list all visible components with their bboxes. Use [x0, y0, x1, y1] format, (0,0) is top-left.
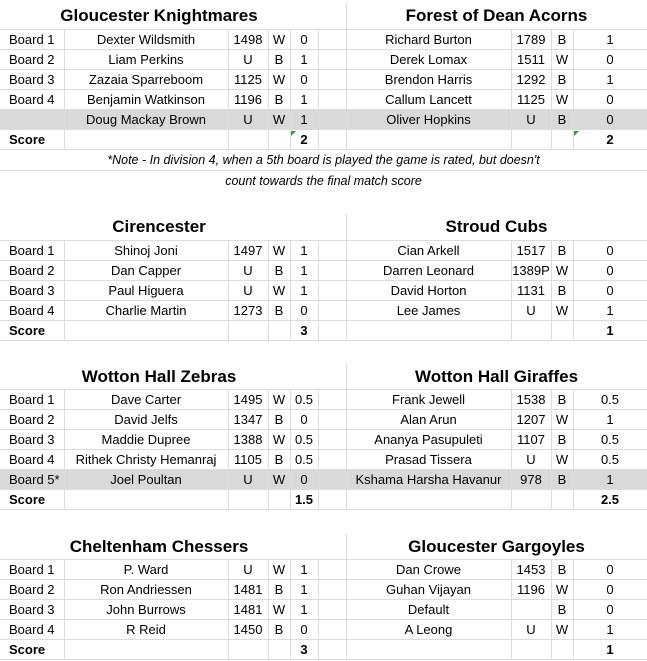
away-colour: B [557, 472, 567, 487]
home-player: Doug Mackay Brown [86, 112, 206, 127]
home-player: Rithek Christy Hemanraj [75, 452, 217, 467]
note-text-line1: *Note - In division 4, when a 5th board is played the game is rated, but doesn't [107, 153, 540, 167]
score-row [0, 130, 647, 150]
home-colour: W [272, 472, 286, 487]
home-player: David Jelfs [114, 412, 178, 427]
grid-line [511, 130, 512, 149]
away-rating: 1196 [517, 582, 545, 597]
grid-line [551, 490, 552, 509]
grid-line [346, 321, 347, 340]
board-label: Board 2 [9, 412, 55, 427]
home-colour: B [274, 452, 284, 467]
away-total: 2 [606, 132, 614, 147]
away-rating: 1517 [516, 243, 546, 258]
board-row [0, 30, 647, 50]
away-score: 0.5 [600, 452, 620, 467]
home-score: 0.5 [294, 452, 314, 467]
home-score: 1 [300, 283, 308, 298]
away-colour: B [557, 72, 567, 87]
home-score: 0 [300, 412, 308, 427]
away-score: 1 [606, 472, 614, 487]
away-total: 1 [606, 642, 614, 657]
home-player: Shinoj Joni [114, 243, 178, 258]
board-row [0, 261, 647, 281]
grid-line [318, 560, 319, 579]
grid-line [318, 620, 319, 639]
grid-line [318, 50, 319, 69]
score-label: Score [9, 323, 46, 338]
grid-line [318, 130, 319, 149]
away-score: 0 [606, 602, 614, 617]
board-label: Board 3 [9, 72, 55, 87]
away-score: 0 [606, 283, 614, 298]
comment-marker-icon [574, 131, 579, 136]
board-row [0, 281, 647, 301]
grid-line [228, 640, 229, 659]
away-colour: B [557, 562, 567, 577]
grid-line [318, 580, 319, 599]
home-colour: B [274, 622, 284, 637]
home-score: 0 [300, 32, 308, 47]
home-rating: 1273 [233, 303, 263, 318]
home-total: 3 [300, 642, 308, 657]
note-divider [0, 170, 647, 171]
away-rating: U [526, 452, 536, 467]
away-score: 1 [606, 72, 614, 87]
grid-line [64, 130, 65, 149]
away-team-name: Wotton Hall Giraffes [414, 367, 579, 386]
board-label: Board 4 [9, 92, 55, 107]
board-label: Board 2 [9, 263, 55, 278]
home-player: Ron Andriessen [100, 582, 192, 597]
grid-line [318, 241, 319, 260]
home-player: Dave Carter [110, 392, 182, 407]
away-colour: W [555, 52, 569, 67]
home-colour: W [272, 112, 286, 127]
home-score: 0.5 [294, 392, 314, 407]
away-total: 2.5 [600, 492, 620, 507]
away-player: Richard Burton [385, 32, 472, 47]
home-rating: 1388 [233, 432, 263, 447]
away-colour: B [557, 602, 567, 617]
home-colour: W [272, 602, 286, 617]
grid-line [551, 640, 552, 659]
grid-line [318, 30, 319, 49]
home-rating: 1495 [233, 392, 263, 407]
home-team-name: Cirencester [112, 217, 206, 236]
away-colour: W [555, 452, 569, 467]
home-score: 1 [300, 243, 308, 258]
away-rating [511, 600, 551, 620]
grid-line [318, 490, 319, 509]
home-score: 1 [300, 52, 308, 67]
away-rating: 1207 [516, 412, 546, 427]
away-colour: W [555, 303, 569, 318]
home-rating: U [243, 112, 253, 127]
away-colour: W [555, 263, 569, 278]
board-row [0, 560, 647, 580]
score-row [0, 490, 647, 510]
grid-line [318, 281, 319, 300]
away-colour: W [555, 412, 569, 427]
away-team-name: Gloucester Gargoyles [408, 537, 585, 556]
away-player: A Leong [404, 622, 453, 637]
grid-line [318, 301, 319, 320]
home-total: 1.5 [294, 492, 314, 507]
away-colour: B [557, 243, 567, 258]
home-score: 1 [300, 602, 308, 617]
away-score: 1 [606, 412, 614, 427]
home-score: 1 [300, 263, 308, 278]
away-score: 0 [606, 52, 614, 67]
grid-line [511, 640, 512, 659]
grid-line [64, 490, 65, 509]
board-row [0, 110, 647, 130]
home-colour: W [272, 243, 286, 258]
board-label: Board 4 [9, 452, 55, 467]
home-score: 0 [300, 303, 308, 318]
score-row [0, 321, 647, 341]
away-colour: B [557, 392, 567, 407]
home-total: 3 [300, 323, 308, 338]
home-rating: 1347 [233, 412, 263, 427]
home-colour: B [274, 582, 284, 597]
away-colour: B [557, 432, 567, 447]
board-row [0, 301, 647, 321]
home-colour: B [274, 303, 284, 318]
home-rating: 1497 [233, 243, 263, 258]
home-rating: U [243, 283, 253, 298]
home-rating: 1481 [233, 602, 263, 617]
board-row [0, 50, 647, 70]
away-team-name: Forest of Dean Acorns [405, 6, 588, 25]
home-colour: W [272, 562, 286, 577]
home-player: Charlie Martin [105, 303, 187, 318]
away-rating: 1511 [517, 52, 545, 67]
home-colour: W [272, 72, 286, 87]
home-colour: B [274, 412, 284, 427]
board-label: Board 1 [9, 392, 55, 407]
grid-line [268, 490, 269, 509]
home-total: 2 [300, 132, 308, 147]
away-player: Frank Jewell [392, 392, 465, 407]
grid-line [318, 410, 319, 429]
away-colour: B [557, 283, 567, 298]
home-player: Dan Capper [110, 263, 182, 278]
home-colour: W [272, 283, 286, 298]
grid-line [318, 70, 319, 89]
home-score: 1 [300, 92, 308, 107]
away-colour: W [555, 92, 569, 107]
grid-line [551, 130, 552, 149]
grid-line [346, 640, 347, 659]
board-label: Board 2 [9, 52, 55, 67]
board-label: Board 4 [9, 622, 55, 637]
board-label: Board 3 [9, 602, 55, 617]
home-rating: U [243, 52, 253, 67]
board-row [0, 241, 647, 261]
board-label: Board 2 [9, 582, 55, 597]
board-row [0, 580, 647, 600]
away-player: Ananya Pasupuleti [374, 432, 483, 447]
away-player: Guhan Vijayan [385, 582, 472, 597]
home-player: Joel Poultan [110, 472, 182, 487]
grid-line [318, 600, 319, 619]
grid-line [268, 130, 269, 149]
grid-line [64, 321, 65, 340]
grid-line [268, 321, 269, 340]
board-label: Board 1 [9, 32, 55, 47]
grid-line [346, 490, 347, 509]
away-score: 0 [606, 243, 614, 258]
grid-line [551, 321, 552, 340]
board-label: Board 4 [9, 303, 55, 318]
home-colour: B [274, 263, 284, 278]
home-player: Zazaia Sparreboom [88, 72, 204, 87]
home-score: 0 [300, 622, 308, 637]
grid-line [318, 110, 319, 129]
away-rating: 1131 [517, 283, 545, 298]
home-player: P. Ward [123, 562, 169, 577]
away-player: Derek Lomax [389, 52, 468, 67]
home-rating: 1105 [234, 452, 262, 467]
grid-line [318, 450, 319, 469]
home-rating: U [243, 263, 253, 278]
home-score: 1 [300, 112, 308, 127]
board-row [0, 620, 647, 640]
grid-line [346, 214, 347, 241]
board-label: Board 1 [9, 562, 55, 577]
away-colour: W [555, 582, 569, 597]
score-label: Score [9, 492, 46, 507]
grid-line [346, 130, 347, 149]
away-player: Kshama Harsha Havanur [355, 472, 502, 487]
home-team-name: Cheltenham Chessers [69, 537, 249, 556]
note-text-line2: count towards the final match score [225, 174, 422, 188]
away-score: 0 [606, 582, 614, 597]
home-rating: U [243, 562, 253, 577]
home-rating: 1498 [233, 32, 263, 47]
home-colour: W [272, 32, 286, 47]
home-team-name: Gloucester Knightmares [60, 6, 258, 25]
score-label: Score [9, 642, 46, 657]
home-score: 0 [300, 72, 308, 87]
home-colour: B [274, 92, 284, 107]
away-team-name: Stroud Cubs [445, 217, 548, 236]
home-score: 0.5 [294, 432, 314, 447]
home-rating: 1450 [233, 622, 263, 637]
home-rating: 1196 [234, 92, 262, 107]
away-score: 0 [606, 263, 614, 278]
board-label [0, 110, 64, 130]
grid-line [228, 490, 229, 509]
home-player: Benjamin Watkinson [86, 92, 205, 107]
grid-line [64, 640, 65, 659]
home-rating: U [243, 472, 253, 487]
away-colour: B [557, 112, 567, 127]
away-score: 0.5 [600, 392, 620, 407]
board-row [0, 470, 647, 490]
away-rating: 1538 [516, 392, 546, 407]
home-player: Liam Perkins [108, 52, 184, 67]
away-rating: U [526, 303, 536, 318]
grid-line [511, 490, 512, 509]
away-score: 0.5 [600, 432, 620, 447]
away-score: 0 [606, 562, 614, 577]
board-row [0, 450, 647, 470]
away-score: 1 [606, 303, 614, 318]
away-rating: 1292 [516, 72, 546, 87]
score-row [0, 640, 647, 660]
away-rating: 1107 [517, 432, 545, 447]
home-rating: 1481 [233, 582, 263, 597]
home-player: John Burrows [106, 602, 186, 617]
grid-line [228, 130, 229, 149]
board-label: Board 1 [9, 243, 55, 258]
grid-line [511, 321, 512, 340]
home-player: R Reid [126, 622, 166, 637]
away-rating: U [526, 622, 536, 637]
board-row [0, 600, 647, 620]
grid-line [346, 534, 347, 560]
away-rating: 1389P [512, 263, 550, 278]
grid-line [318, 321, 319, 340]
comment-marker-icon [291, 131, 296, 136]
board-row [0, 390, 647, 410]
grid-line [318, 470, 319, 489]
away-player: Callum Lancett [385, 92, 472, 107]
home-score: 1 [300, 562, 308, 577]
away-player: Alan Arun [400, 412, 457, 427]
home-colour: W [272, 392, 286, 407]
away-colour: B [557, 32, 567, 47]
away-score: 0 [606, 112, 614, 127]
grid-line [346, 364, 347, 390]
grid-line [268, 640, 269, 659]
grid-line [318, 261, 319, 280]
home-rating: 1125 [234, 72, 262, 87]
away-player: Lee James [396, 303, 461, 318]
grid-line [318, 430, 319, 449]
home-player: Maddie Dupree [101, 432, 191, 447]
home-colour: W [272, 432, 286, 447]
away-rating: U [526, 112, 536, 127]
away-player: David Horton [390, 283, 467, 298]
home-player: Paul Higuera [108, 283, 184, 298]
board-label: Board 3 [9, 432, 55, 447]
away-total: 1 [606, 323, 614, 338]
away-player: Dan Crowe [395, 562, 462, 577]
away-colour: W [555, 622, 569, 637]
grid-line [318, 390, 319, 409]
away-rating: 1453 [516, 562, 546, 577]
board-row [0, 90, 647, 110]
away-rating: 978 [520, 472, 542, 487]
away-player: Prasad Tissera [385, 452, 472, 467]
away-score: 1 [606, 32, 614, 47]
grid-line [318, 90, 319, 109]
away-player: Cian Arkell [397, 243, 460, 258]
away-player: Oliver Hopkins [386, 112, 471, 127]
home-colour: B [274, 52, 284, 67]
score-label: Score [9, 132, 46, 147]
home-score: 1 [300, 582, 308, 597]
grid-line [228, 321, 229, 340]
board-row [0, 410, 647, 430]
away-player: Default [407, 602, 450, 617]
home-player: Dexter Wildsmith [96, 32, 196, 47]
grid-line [318, 640, 319, 659]
board-row [0, 430, 647, 450]
away-rating: 1789 [516, 32, 546, 47]
grid-line [346, 3, 347, 30]
board-label: Board 3 [9, 283, 55, 298]
board-row [0, 70, 647, 90]
home-score: 0 [300, 472, 308, 487]
away-player: Darren Leonard [382, 263, 475, 278]
away-score: 1 [606, 622, 614, 637]
away-score: 0 [606, 92, 614, 107]
away-rating: 1125 [517, 92, 545, 107]
away-player: Brendon Harris [384, 72, 473, 87]
board-label: Board 5* [9, 472, 60, 487]
home-team-name: Wotton Hall Zebras [81, 367, 237, 386]
